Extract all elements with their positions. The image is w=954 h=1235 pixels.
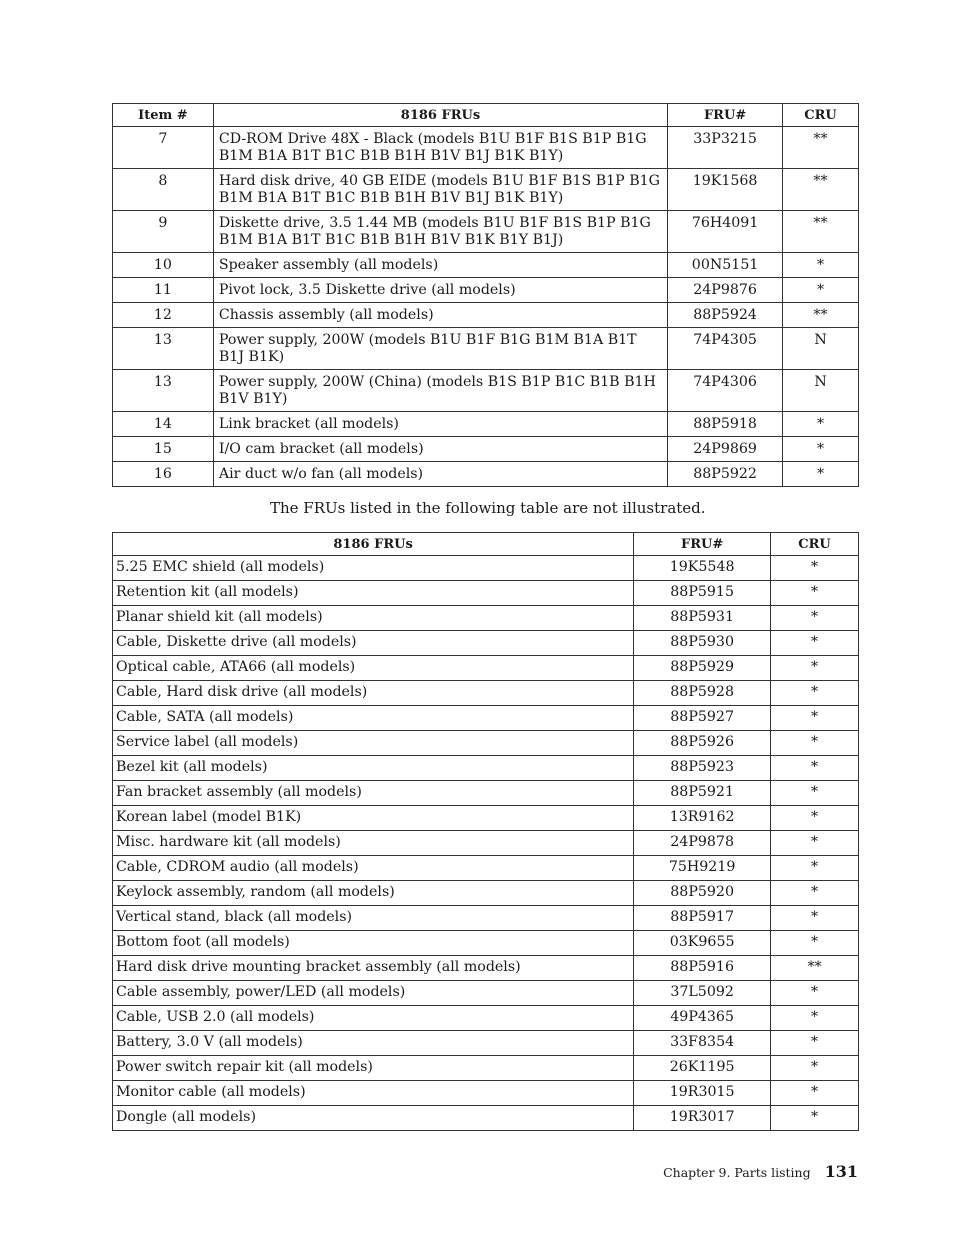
table-row [113, 169, 859, 211]
table-cell: 15 [113, 437, 214, 462]
table-cell: ** [783, 127, 859, 169]
table-cell: * [771, 781, 859, 806]
table-row [113, 370, 859, 412]
table-cell: Bezel kit (all models) [113, 756, 634, 781]
table-cell: 88P5930 [634, 631, 771, 656]
table-header-row [113, 533, 859, 556]
table-cell: Power switch repair kit (all models) [113, 1056, 634, 1081]
table-cell: * [783, 462, 859, 487]
table-cell: Vertical stand, black (all models) [113, 906, 634, 931]
table-cell: Power supply, 200W (models B1U B1F B1G B1M B1A B1T B1J B1K) [213, 328, 667, 370]
table-row [113, 756, 859, 781]
table-cell: 88P5929 [634, 656, 771, 681]
table-cell: Pivot lock, 3.5 Diskette drive (all models) [213, 278, 667, 303]
table-cell: 5.25 EMC shield (all models) [113, 556, 634, 581]
table-cell: Battery, 3.0 V (all models) [113, 1031, 634, 1056]
table-cell: Keylock assembly, random (all models) [113, 881, 634, 906]
table-cell: * [771, 1031, 859, 1056]
table-row [113, 781, 859, 806]
table-row [113, 631, 859, 656]
table-cell: 12 [113, 303, 214, 328]
table-cell: * [783, 253, 859, 278]
table-header-row [113, 104, 859, 127]
table-cell: Cable, Hard disk drive (all models) [113, 681, 634, 706]
table-cell: * [771, 706, 859, 731]
table-cell: Cable, USB 2.0 (all models) [113, 1006, 634, 1031]
table-cell: ** [771, 956, 859, 981]
table-row [113, 1031, 859, 1056]
table-cell: 10 [113, 253, 214, 278]
table-cell: * [771, 606, 859, 631]
page-number: 131 [824, 1162, 858, 1181]
table-cell: 00N5151 [668, 253, 783, 278]
table-row [113, 1006, 859, 1031]
table-row [113, 253, 859, 278]
header-cru: CRU [783, 104, 859, 127]
page-footer [663, 1162, 858, 1181]
table-cell: 33P3215 [668, 127, 783, 169]
table-cell: * [771, 1056, 859, 1081]
table-cell: * [771, 581, 859, 606]
table-row [113, 1106, 859, 1131]
table-cell: 13 [113, 328, 214, 370]
header-item: Item # [113, 104, 214, 127]
table-cell: * [783, 412, 859, 437]
table-cell: 76H4091 [668, 211, 783, 253]
table-cell: 88P5917 [634, 906, 771, 931]
table-row [113, 706, 859, 731]
table-cell: 19K1568 [668, 169, 783, 211]
table-cell: * [771, 731, 859, 756]
table-cell: CD-ROM Drive 48X - Black (models B1U B1F B1S B1P B1G B1M B1A B1T B1C B1B B1H B1V B1J B1K B1Y) [213, 127, 667, 169]
table-cell: 75H9219 [634, 856, 771, 881]
table-cell: Misc. hardware kit (all models) [113, 831, 634, 856]
table-cell: 88P5921 [634, 781, 771, 806]
table-cell: Service label (all models) [113, 731, 634, 756]
table-row [113, 462, 859, 487]
table-cell: 88P5923 [634, 756, 771, 781]
table-cell: 11 [113, 278, 214, 303]
table-cell: Power supply, 200W (China) (models B1S B1P B1C B1B B1H B1V B1Y) [213, 370, 667, 412]
table-cell: * [771, 831, 859, 856]
table-cell: Optical cable, ATA66 (all models) [113, 656, 634, 681]
table-cell: * [783, 437, 859, 462]
table-cell: 19R3015 [634, 1081, 771, 1106]
table-cell: 19K5548 [634, 556, 771, 581]
header-frus: 8186 FRUs [113, 533, 634, 556]
table-cell: 13R9162 [634, 806, 771, 831]
table-cell: 37L5092 [634, 981, 771, 1006]
table-row [113, 906, 859, 931]
header-fru-number: FRU# [668, 104, 783, 127]
table-cell: Fan bracket assembly (all models) [113, 781, 634, 806]
chapter-title: Chapter 9. Parts listing [663, 1165, 811, 1180]
table-cell: 14 [113, 412, 214, 437]
table-cell: 19R3017 [634, 1106, 771, 1131]
table-cell: * [771, 756, 859, 781]
fru-table-illustrated [112, 103, 859, 487]
table-cell: 49P4365 [634, 1006, 771, 1031]
table-cell: 24P9876 [668, 278, 783, 303]
table-row [113, 303, 859, 328]
table-row [113, 856, 859, 881]
table-row [113, 437, 859, 462]
table-row [113, 956, 859, 981]
table-cell: Bottom foot (all models) [113, 931, 634, 956]
fru-table-not-illustrated [112, 532, 859, 1131]
table-row [113, 681, 859, 706]
table-cell: I/O cam bracket (all models) [213, 437, 667, 462]
table-cell: ** [783, 169, 859, 211]
table-cell: * [771, 631, 859, 656]
table-cell: 88P5922 [668, 462, 783, 487]
table-row [113, 606, 859, 631]
table-cell: 74P4306 [668, 370, 783, 412]
table-row [113, 806, 859, 831]
table-cell: 16 [113, 462, 214, 487]
table-cell: Link bracket (all models) [213, 412, 667, 437]
table-cell: Retention kit (all models) [113, 581, 634, 606]
table-cell: 88P5924 [668, 303, 783, 328]
table-cell: 24P9878 [634, 831, 771, 856]
table-cell: * [771, 906, 859, 931]
table-cell: ** [783, 211, 859, 253]
table-cell: Speaker assembly (all models) [213, 253, 667, 278]
table-cell: * [771, 856, 859, 881]
table-row [113, 412, 859, 437]
table-cell: * [771, 1106, 859, 1131]
table-cell: 88P5920 [634, 881, 771, 906]
table-cell: 7 [113, 127, 214, 169]
table-cell: Cable assembly, power/LED (all models) [113, 981, 634, 1006]
table-cell: 13 [113, 370, 214, 412]
table-cell: ** [783, 303, 859, 328]
table-row [113, 731, 859, 756]
table-cell: * [771, 656, 859, 681]
table-cell: Dongle (all models) [113, 1106, 634, 1131]
table-cell: Chassis assembly (all models) [213, 303, 667, 328]
table-cell: Diskette drive, 3.5 1.44 MB (models B1U B1F B1S B1P B1G B1M B1A B1T B1C B1B B1H B1V B1K B1Y B1J) [213, 211, 667, 253]
table-cell: 88P5918 [668, 412, 783, 437]
table-cell: 9 [113, 211, 214, 253]
table-cell: 26K1195 [634, 1056, 771, 1081]
table-cell: 03K9655 [634, 931, 771, 956]
header-frus: 8186 FRUs [213, 104, 667, 127]
table-cell: * [771, 1006, 859, 1031]
table-cell: N [783, 328, 859, 370]
header-fru-number: FRU# [634, 533, 771, 556]
table-cell: Cable, SATA (all models) [113, 706, 634, 731]
table-cell: * [771, 881, 859, 906]
table-row [113, 556, 859, 581]
table-cell: Hard disk drive, 40 GB EIDE (models B1U B1F B1S B1P B1G B1M B1A B1T B1C B1B B1H B1V B1J B1K B1Y) [213, 169, 667, 211]
table-row [113, 881, 859, 906]
table-row [113, 127, 859, 169]
table-cell: Cable, CDROM audio (all models) [113, 856, 634, 881]
table-row [113, 1056, 859, 1081]
table-note: The FRUs listed in the following table are not illustrated. [270, 499, 706, 517]
table-cell: * [771, 981, 859, 1006]
table-cell: Hard disk drive mounting bracket assembly (all models) [113, 956, 634, 981]
table-cell: * [771, 556, 859, 581]
table-cell: Planar shield kit (all models) [113, 606, 634, 631]
table-cell: 24P9869 [668, 437, 783, 462]
table-cell: 88P5916 [634, 956, 771, 981]
table-cell: Monitor cable (all models) [113, 1081, 634, 1106]
table-cell: 74P4305 [668, 328, 783, 370]
table-cell: * [771, 806, 859, 831]
table-row [113, 278, 859, 303]
table-cell: 88P5931 [634, 606, 771, 631]
table-row [113, 656, 859, 681]
table-cell: * [771, 681, 859, 706]
table-cell: 88P5928 [634, 681, 771, 706]
table-cell: 33F8354 [634, 1031, 771, 1056]
table-cell: 88P5927 [634, 706, 771, 731]
table-cell: Air duct w/o fan (all models) [213, 462, 667, 487]
table-row [113, 981, 859, 1006]
table-row [113, 211, 859, 253]
table-cell: N [783, 370, 859, 412]
table-cell: * [783, 278, 859, 303]
table-row [113, 831, 859, 856]
table-row [113, 931, 859, 956]
table-cell: * [771, 931, 859, 956]
table-row [113, 328, 859, 370]
table-cell: Korean label (model B1K) [113, 806, 634, 831]
header-cru: CRU [771, 533, 859, 556]
table-cell: 88P5915 [634, 581, 771, 606]
table-cell: Cable, Diskette drive (all models) [113, 631, 634, 656]
table-row [113, 581, 859, 606]
table-cell: * [771, 1081, 859, 1106]
table-cell: 8 [113, 169, 214, 211]
table-row [113, 1081, 859, 1106]
table-cell: 88P5926 [634, 731, 771, 756]
